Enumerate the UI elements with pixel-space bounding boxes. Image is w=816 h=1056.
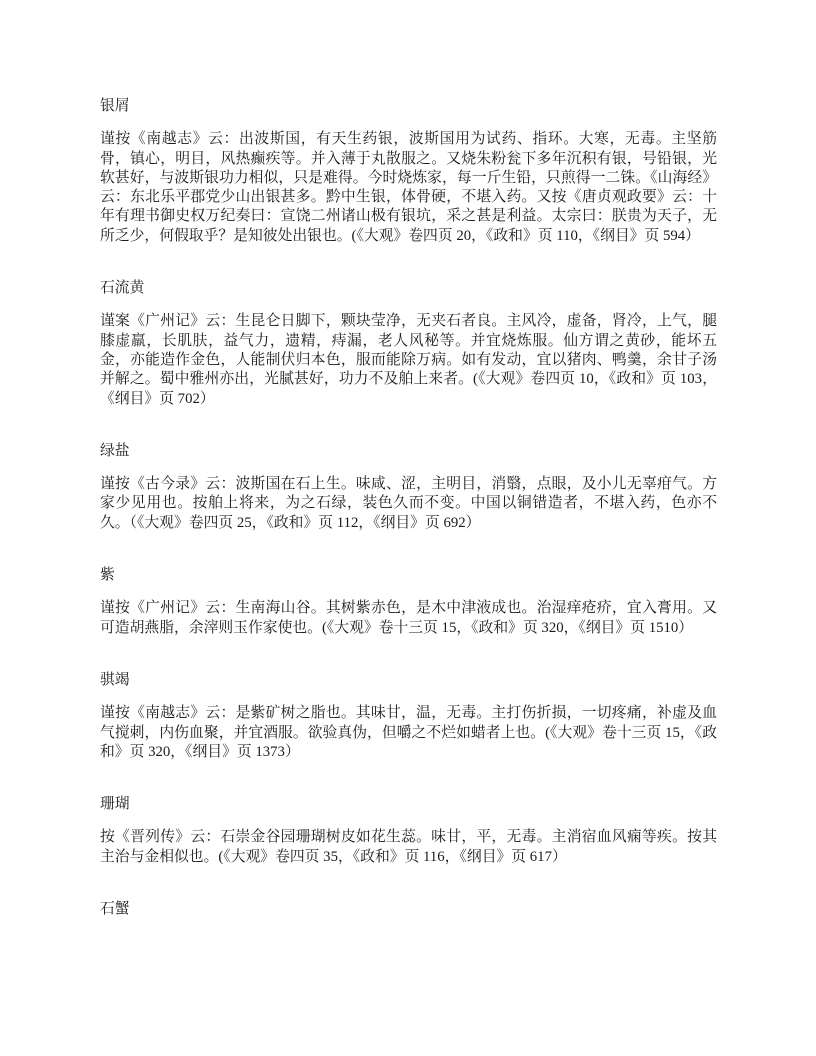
entry-body: 谨按《南越志》云：出波斯国，有天生药银，波斯国用为试药、指环。大寒，无毒。主坚筋骨，镇心，明目，风热癫疾等。并入薄于丸散服之。又烧朱粉瓮下多年沉积有银，号铅银，光软甚好，与波斯银功力相似，只是难得。今时烧炼家，每一斤生铅，只煎得一二铢。《山海经》云：东北乐平郡党少山出银甚多。黔中生银，体骨硬，不堪入药。又按《唐贞观政要》云：十年有理书御史权万纪奏曰：宣饶二州诸山极有银坑，采之甚是利益。太宗曰：朕贵为天子，无所乏少，何假取乎？是知彼处出银也。(《大观》卷四页 20，《政和》页 110，《纲目》页 594） — [100, 131, 717, 244]
entry-body: 谨按《古今录》云：波斯国在石上生。味咸、涩，主明目，消翳，点眼，及小儿无辜疳气。方家少见用也。按舶上将来，为之石绿，装色久而不变。中国以铜错造者，不堪入药，色亦不久。（《大观》卷四页 25，《政和》页 112，《纲目》页 692） — [100, 476, 717, 531]
entry-title: 银屑 — [100, 98, 130, 114]
entry-title: 石蟹 — [100, 901, 130, 918]
section-purple — [100, 566, 717, 638]
entry-body: 谨按《南越志》云：是紫矿树之脂也。其味甘，温，无毒。主打伤折损，一切疼痛，补虚及血气搅刺，内伤血聚，并宜酒服。欲验真伪，但嚼之不烂如蜡者上也。(《大观》卷十三页 15，《政和》页 320，《纲目》页 1373） — [100, 705, 717, 760]
entry-body: 按《晋列传》云：石崇金谷园珊瑚树皮如花生蕊。味甘，平，无毒。主消宿血风痫等疾。按其主治与金相似也。(《大观》卷四页 35，《政和》页 116，《纲目》页 617） — [100, 829, 717, 865]
section-sulphur — [100, 279, 717, 409]
section-silver-filings — [100, 97, 717, 246]
section-green-salt — [100, 442, 717, 533]
section-stone-crab — [100, 900, 717, 919]
entry-title: 绿盐 — [100, 442, 130, 459]
entry-title: 珊瑚 — [100, 796, 130, 813]
entry-title: 骐竭 — [100, 671, 130, 688]
entry-body: 谨案《广州记》云：生昆仑日脚下，颗块莹净，无夹石者良。主风冷，虚备，肾冷，上气，腿膝虚羸，长肌肤，益气力，遗精，痔漏，老人风秘等。并宜烧炼服。仙方谓之黄砂，能坏五金，亦能造作金色，人能制伏归本色，服而能除万病。如有发动，宜以猪肉、鸭羹，余甘子汤并解之。蜀中雅州亦出，光腻甚好，功力不及舶上来者。(《大观》卷四页 10，《政和》页 103，《纲目》页 702） — [100, 313, 717, 407]
entry-title: 石流黄 — [100, 280, 145, 297]
section-dragons-blood — [100, 671, 717, 762]
entry-body: 谨按《广州记》云：生南海山谷。其树紫赤色，是木中津液成也。治湿痒疮疥，宜入膏用。又可造胡燕脂，余滓则玉作家使也。(《大观》卷十三页 15，《政和》页 320，《纲目》页 1510） — [100, 600, 717, 636]
entry-title: 紫 — [100, 567, 115, 584]
section-coral — [100, 795, 717, 867]
